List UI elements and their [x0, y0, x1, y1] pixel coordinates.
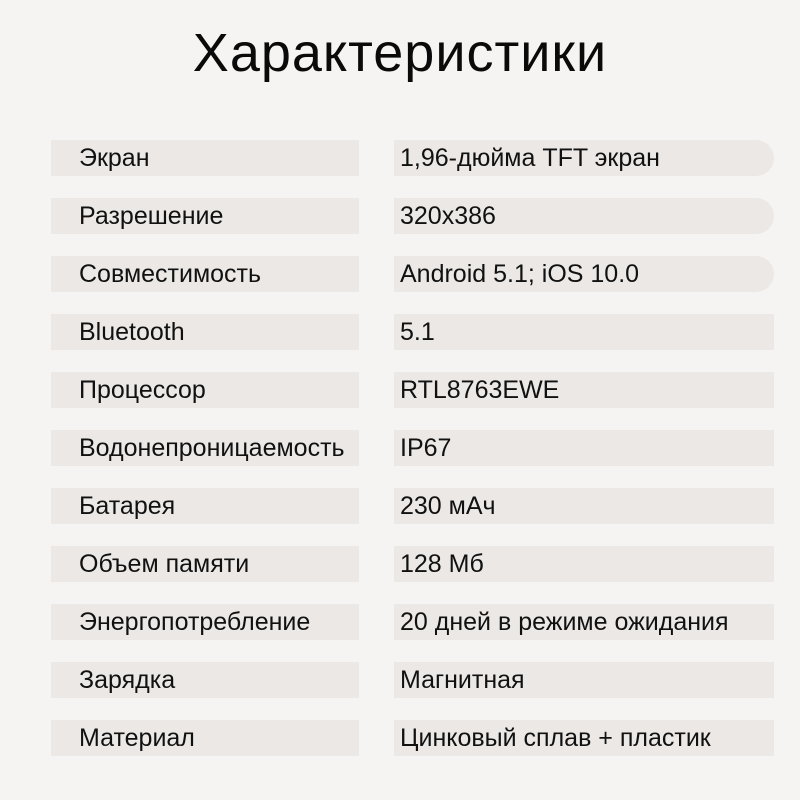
spec-value: RTL8763EWE [394, 372, 774, 408]
spec-label: Объем памяти [51, 546, 359, 582]
spec-row-battery [0, 488, 800, 524]
spec-row-charging [0, 662, 800, 698]
spec-value: Магнитная [394, 662, 774, 698]
spec-value: 320x386 [394, 198, 774, 234]
spec-value: Цинковый сплав + пластик [394, 720, 774, 756]
spec-label: Разрешение [51, 198, 359, 234]
spec-label: Процессор [51, 372, 359, 408]
spec-value: 20 дней в режиме ожидания [394, 604, 774, 640]
spec-label: Совместимость [51, 256, 359, 292]
spec-label: Водонепроницаемость [51, 430, 359, 466]
spec-row-material [0, 720, 800, 756]
spec-value: 230 мАч [394, 488, 774, 524]
spec-value: IP67 [394, 430, 774, 466]
spec-value: 128 Мб [394, 546, 774, 582]
spec-label: Bluetooth [51, 314, 359, 350]
spec-row-processor [0, 372, 800, 408]
spec-row-bluetooth [0, 314, 800, 350]
spec-row-memory [0, 546, 800, 582]
page-title: Характеристики [192, 23, 608, 83]
spec-label: Материал [51, 720, 359, 756]
spec-value: Android 5.1; iOS 10.0 [394, 256, 774, 292]
spec-row-resolution [0, 198, 800, 234]
spec-label: Батарея [51, 488, 359, 524]
spec-label: Энергопотребление [51, 604, 359, 640]
spec-row-power [0, 604, 800, 640]
spec-value: 5.1 [394, 314, 774, 350]
spec-row-waterproof [0, 430, 800, 466]
spec-value: 1,96-дюйма TFT экран [394, 140, 774, 176]
spec-row-compatibility [0, 256, 800, 292]
spec-row-screen [0, 140, 800, 176]
spec-label: Зарядка [51, 662, 359, 698]
spec-label: Экран [51, 140, 359, 176]
